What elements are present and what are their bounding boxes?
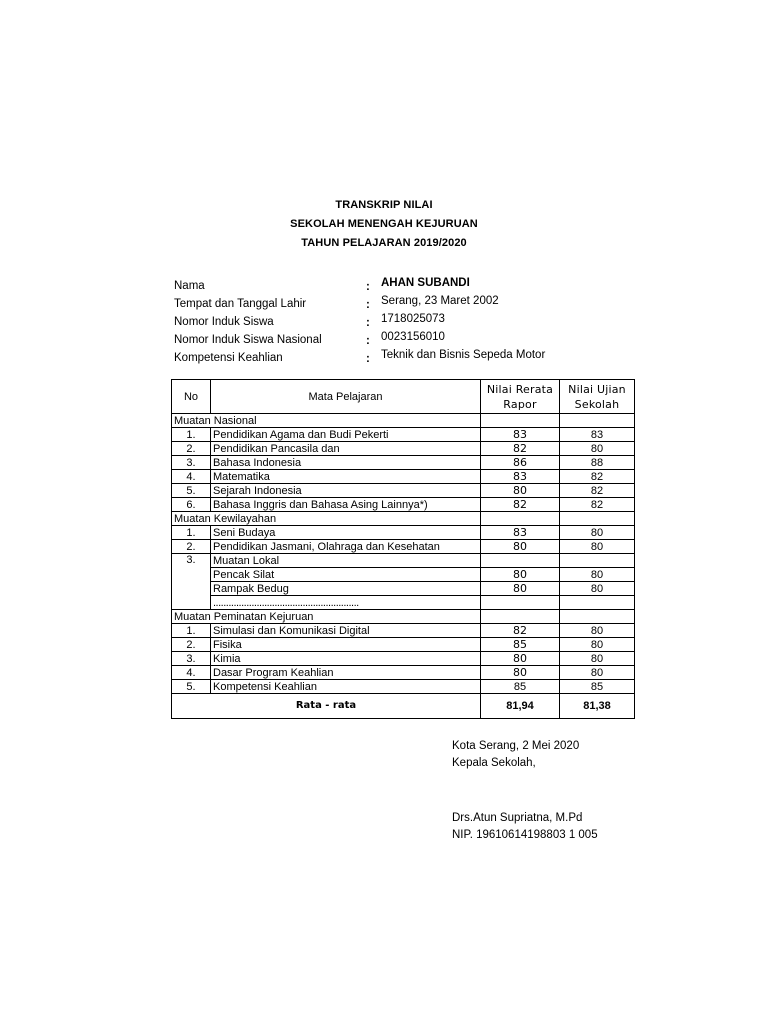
header-no: No <box>172 380 211 414</box>
signature-name: Drs.Atun Supriatna, M.Pd <box>452 812 583 824</box>
table-row: 3. Kimia 80 80 <box>172 652 635 666</box>
group-row <box>172 414 635 428</box>
value-competency: Teknik dan Bisnis Sepeda Motor <box>381 349 546 361</box>
group-nasional: Muatan Nasional <box>172 414 481 428</box>
table-row: 1. Seni Budaya 83 80 <box>172 526 635 540</box>
table-row: 3. Muatan Lokal <box>172 554 635 568</box>
table-row: 2. Fisika 85 80 <box>172 638 635 652</box>
dotted-placeholder: ......................................................... <box>211 596 481 610</box>
table-row: 2. Pendidikan Jasmani, Olahraga dan Kesehatan 80 80 <box>172 540 635 554</box>
header-ujian: Nilai Ujian Sekolah <box>560 380 635 414</box>
average-label: Rata - rata <box>172 694 481 719</box>
colon: : <box>366 317 370 329</box>
group-kewilayahan: Muatan Kewilayahan <box>172 512 481 526</box>
table-row: 6. Bahasa Inggris dan Bahasa Asing Lainnya*) 82 82 <box>172 498 635 512</box>
title-school: SEKOLAH MENENGAH KEJURUAN <box>290 218 478 230</box>
lokal-heading: Muatan Lokal <box>211 554 481 568</box>
header-subject: Mata Pelajaran <box>211 380 481 414</box>
table-row: 4. Dasar Program Keahlian 80 80 <box>172 666 635 680</box>
table-row: 4. Matematika 83 82 <box>172 470 635 484</box>
value-birth: Serang, 23 Maret 2002 <box>381 295 499 307</box>
colon: : <box>366 299 370 311</box>
average-rapor: 81,94 <box>481 694 560 719</box>
table-row: 1. Simulasi dan Komunikasi Digital 82 80 <box>172 624 635 638</box>
table-row: 5. Sejarah Indonesia 80 82 <box>172 484 635 498</box>
title-transcript: TRANSKRIP NILAI <box>335 199 433 211</box>
signature-role: Kepala Sekolah, <box>452 757 536 769</box>
label-nisn: Nomor Induk Siswa Nasional <box>174 334 322 346</box>
average-ujian: 81,38 <box>560 694 635 719</box>
label-competency: Kompetensi Keahlian <box>174 352 283 364</box>
table-row: 5. Kompetensi Keahlian 85 85 <box>172 680 635 694</box>
table-row: 1. Pendidikan Agama dan Budi Pekerti 83 83 <box>172 428 635 442</box>
table-row: Rampak Bedug 80 80 <box>172 582 635 596</box>
label-name: Nama <box>174 280 205 292</box>
average-row <box>172 694 635 719</box>
title-academic-year: TAHUN PELAJARAN 2019/2020 <box>301 237 467 249</box>
value-nisn: 0023156010 <box>381 331 445 343</box>
label-nis: Nomor Induk Siswa <box>174 316 274 328</box>
table-row: Pencak Silat 80 80 <box>172 568 635 582</box>
grades-table <box>171 379 635 719</box>
header-rapor: Nilai Rerata Rapor <box>481 380 560 414</box>
table-row <box>172 596 635 610</box>
group-row <box>172 610 635 624</box>
colon: : <box>366 335 370 347</box>
colon: : <box>366 281 370 293</box>
signature-place-date: Kota Serang, 2 Mei 2020 <box>452 740 580 752</box>
signature-nip: NIP. 19610614198803 1 005 <box>452 829 598 841</box>
value-name: AHAN SUBANDI <box>381 277 470 289</box>
table-row: 3. Bahasa Indonesia 86 88 <box>172 456 635 470</box>
group-row <box>172 512 635 526</box>
table-row: 2. Pendidikan Pancasila dan 82 80 <box>172 442 635 456</box>
group-peminatan: Muatan Peminatan Kejuruan <box>172 610 481 624</box>
table-header-row <box>172 380 635 414</box>
label-birth: Tempat dan Tanggal Lahir <box>174 298 307 310</box>
value-nis: 1718025073 <box>381 313 445 325</box>
colon: : <box>366 353 370 365</box>
